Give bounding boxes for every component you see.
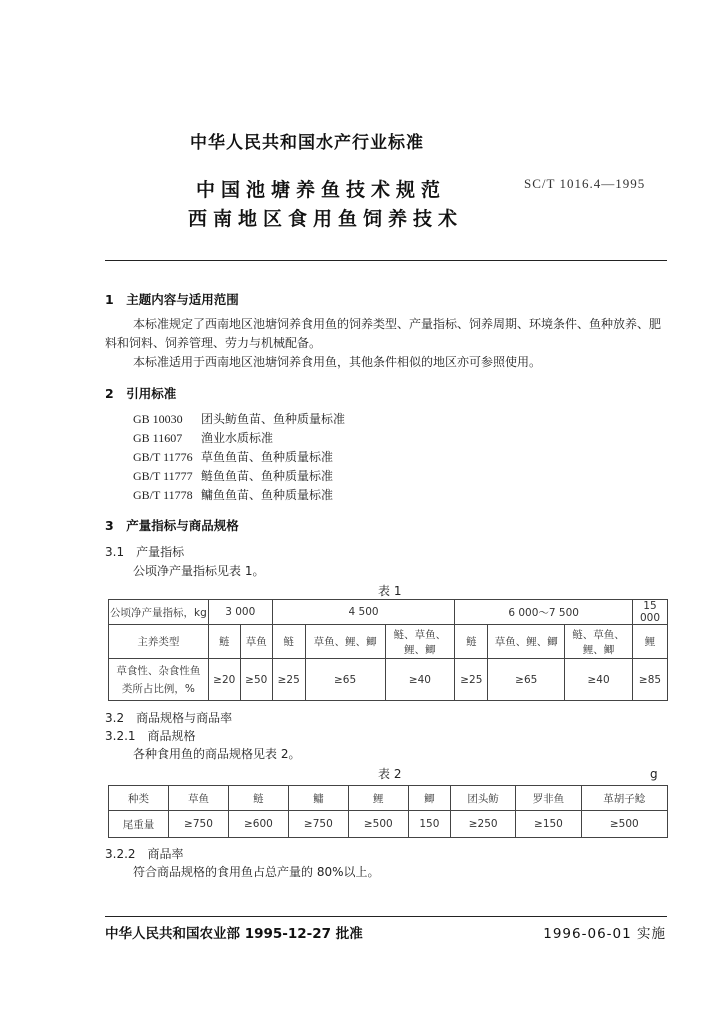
cell: 6 000～7 500 <box>455 600 633 625</box>
reference-title: 团头鲂鱼苗、鱼种质量标准 <box>201 412 346 426</box>
cell: 鲤 <box>348 786 408 811</box>
cell: 鳙 <box>288 786 348 811</box>
cell: ≥500 <box>581 811 667 838</box>
cell: 鲢、草鱼、鲤、鲫 <box>385 625 455 659</box>
section-2-heading: 2 引用标准 <box>105 386 177 401</box>
reference-code: GB/T 11777 <box>133 469 193 483</box>
section-3-2-1-text: 各种食用鱼的商品规格见表 2。 <box>133 747 301 761</box>
cell: ≥600 <box>228 811 288 838</box>
cell: 鲤 <box>632 625 667 659</box>
cell: 团头鲂 <box>451 786 516 811</box>
table-2-caption: 表 2 <box>378 767 402 781</box>
table-1 <box>108 599 668 701</box>
reference-code: GB 10030 <box>133 412 183 426</box>
row-label: 尾重量 <box>109 811 169 838</box>
section-3-heading: 3 产量指标与商品规格 <box>105 518 239 533</box>
cell: ≥40 <box>565 659 633 701</box>
section-3-2-1-heading: 3.2.1 商品规格 <box>105 729 196 743</box>
table-1-row-yield <box>109 600 668 625</box>
cell: 草鱼 <box>169 786 229 811</box>
cell: 鲢 <box>208 625 240 659</box>
cell: 3 000 <box>208 600 272 625</box>
section-3-2-2-text: 符合商品规格的食用鱼占总产量的 80%以上。 <box>133 865 380 879</box>
section-1-para1: 本标准规定了西南地区池塘饲养食用鱼的饲养类型、产量指标、饲养周期、环境条件、鱼种放养、肥 <box>133 317 662 331</box>
row-label: 种类 <box>109 786 169 811</box>
cell: ≥65 <box>488 659 565 701</box>
cell: 革胡子鲶 <box>581 786 667 811</box>
cell: ≥65 <box>305 659 385 701</box>
table-1-caption: 表 1 <box>378 584 402 598</box>
table-2-unit: g <box>650 767 658 781</box>
cell: 鲢 <box>272 625 305 659</box>
reference-title: 草鱼鱼苗、鱼种质量标准 <box>201 450 334 464</box>
cell: 15 000 <box>632 600 667 625</box>
cell: ≥85 <box>632 659 667 701</box>
cell: ≥750 <box>169 811 229 838</box>
cell: 草鱼、鲤、鲫 <box>488 625 565 659</box>
reference-title: 渔业水质标准 <box>201 431 274 445</box>
reference-item <box>133 467 333 484</box>
reference-item <box>133 410 345 427</box>
section-1-para1-cont: 料和饲料、饲养管理、劳力与机械配备。 <box>105 336 322 350</box>
table-1-row-type <box>109 625 668 659</box>
cell: ≥50 <box>240 659 272 701</box>
cell: 鲫 <box>408 786 450 811</box>
cell: ≥750 <box>288 811 348 838</box>
row-label: 公顷净产量指标，kg <box>109 600 209 625</box>
reference-item <box>133 429 273 446</box>
row-label: 草食性、杂食性鱼类所占比例，% <box>109 659 209 701</box>
cell: 4 500 <box>272 600 455 625</box>
cell: ≥150 <box>516 811 581 838</box>
approval-statement: 中华人民共和国农业部 1995-12-27 批准 <box>105 926 363 942</box>
document-title: 中国池塘养鱼技术规范 <box>196 179 447 201</box>
reference-item <box>133 448 333 465</box>
cell: 草鱼、鲤、鲫 <box>305 625 385 659</box>
cell: ≥20 <box>208 659 240 701</box>
reference-code: GB/T 11778 <box>133 488 193 502</box>
section-3-1-text: 公顷净产量指标见表 1。 <box>133 564 265 578</box>
standard-code: SC/T 1016.4—1995 <box>524 176 646 191</box>
table-2-row-weight <box>109 811 668 838</box>
section-3-1-heading: 3.1 产量指标 <box>105 545 185 559</box>
footer-divider <box>105 916 667 917</box>
reference-code: GB 11607 <box>133 431 183 445</box>
standard-category: 中华人民共和国水产行业标准 <box>190 133 424 153</box>
cell: 鲢 <box>455 625 488 659</box>
table-1-row-ratio <box>109 659 668 701</box>
cell: 草鱼 <box>240 625 272 659</box>
row-label: 主养类型 <box>109 625 209 659</box>
table-2 <box>108 785 668 838</box>
cell: 鲢 <box>228 786 288 811</box>
cell: ≥40 <box>385 659 455 701</box>
reference-item <box>133 486 333 503</box>
document-subtitle: 西南地区食用鱼饲养技术 <box>188 208 464 230</box>
header-divider <box>105 260 667 261</box>
table-2-row-species <box>109 786 668 811</box>
cell: ≥25 <box>272 659 305 701</box>
cell: ≥500 <box>348 811 408 838</box>
effective-date: 1996-06-01 实施 <box>543 926 666 942</box>
section-3-2-heading: 3.2 商品规格与商品率 <box>105 711 233 725</box>
section-3-2-2-heading: 3.2.2 商品率 <box>105 847 184 861</box>
reference-title: 鳙鱼鱼苗、鱼种质量标准 <box>201 488 334 502</box>
cell: 150 <box>408 811 450 838</box>
reference-title: 鲢鱼鱼苗、鱼种质量标准 <box>201 469 334 483</box>
cell: ≥25 <box>455 659 488 701</box>
section-1-para2: 本标准适用于西南地区池塘饲养食用鱼，其他条件相似的地区亦可参照使用。 <box>133 355 542 369</box>
cell: 鲢、草鱼、鲤、鲫 <box>565 625 633 659</box>
cell: 罗非鱼 <box>516 786 581 811</box>
cell: ≥250 <box>451 811 516 838</box>
section-1-heading: 1 主题内容与适用范围 <box>105 292 239 307</box>
reference-code: GB/T 11776 <box>133 450 193 464</box>
